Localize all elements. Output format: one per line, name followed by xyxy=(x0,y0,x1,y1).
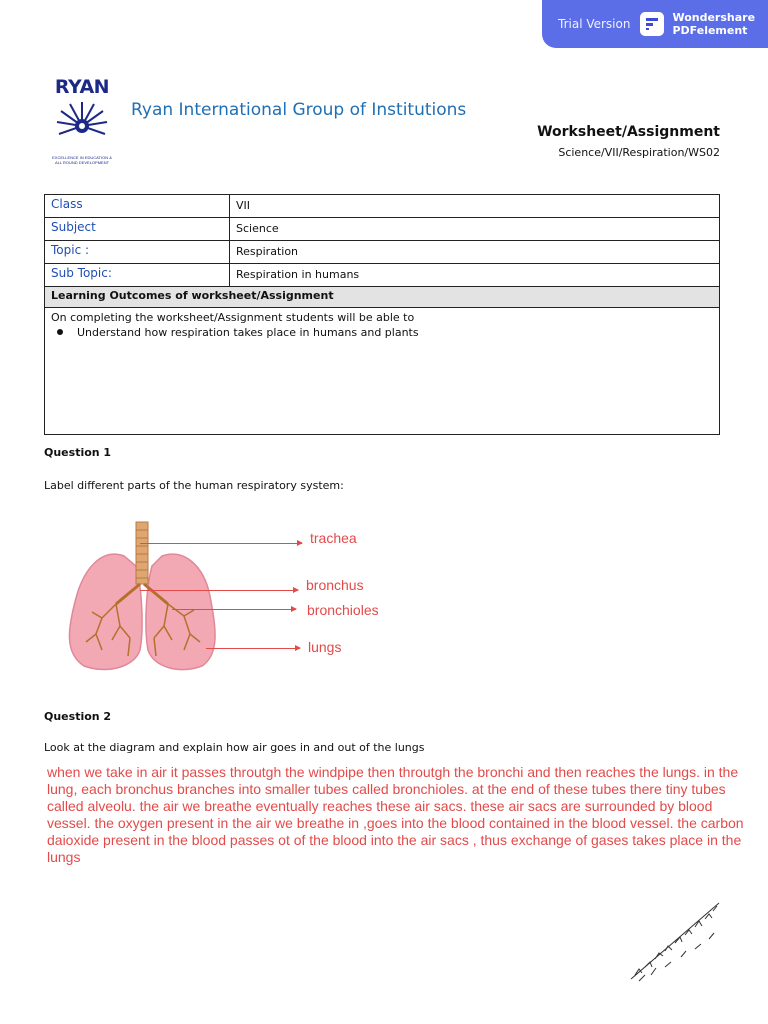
institution-name: Ryan International Group of Institutions xyxy=(131,100,467,120)
trial-version-label: Trial Version xyxy=(558,17,631,31)
lungs-diagram xyxy=(44,508,294,678)
question2-answer: when we take in air it passes throutgh the windpipe then throutgh the bronchi and then reaches the lungs. in the lung, each bronchus branches into smaller tubes called bronchioles. at the end of these tubes there tiny tubes called alveolu. the air we breathe eventually reaches these air sacs. these air sacs are surrounded by blood vessel. the oxygen present in the air we breathe in ,goes into the blood contained in the blood vessel. the carbon daioxide present in the blood passes ot of the blood into the air sacs , thus exchange of gases takes place in the lungs xyxy=(47,764,744,865)
outcomes-heading: Learning Outcomes of worksheet/Assignment xyxy=(45,287,720,308)
bullet-icon xyxy=(57,329,63,335)
question1-heading: Question 1 xyxy=(44,446,112,459)
handwriting-scribble-icon xyxy=(625,895,735,985)
table-row xyxy=(45,264,720,287)
row-label: Topic : xyxy=(45,241,230,264)
lungs-arrow xyxy=(206,648,300,649)
table-row xyxy=(45,241,720,264)
outcomes-heading-row xyxy=(45,287,720,308)
row-value: Respiration xyxy=(230,241,720,264)
row-label: Class xyxy=(45,195,230,218)
bronchus-arrow xyxy=(140,590,298,591)
question2-heading: Question 2 xyxy=(44,710,112,723)
label-bronchioles: bronchioles xyxy=(307,602,379,618)
brand-name: Wondershare PDFelement xyxy=(672,11,756,37)
table-row xyxy=(45,195,720,218)
bronchioles-arrow xyxy=(172,609,296,610)
table-row xyxy=(45,218,720,241)
logo-word: RYAN xyxy=(54,76,110,98)
question2-prompt: Look at the diagram and explain how air goes in and out of the lungs xyxy=(44,741,425,754)
row-value: VII xyxy=(230,195,720,218)
info-table xyxy=(44,194,720,435)
outcomes-row xyxy=(45,308,720,435)
row-label: Sub Topic: xyxy=(45,264,230,287)
outcome-item xyxy=(51,325,713,340)
outcome-text: Understand how respiration takes place in humans and plants xyxy=(77,326,419,339)
label-trachea: trachea xyxy=(310,530,357,546)
logo-tagline: EXCELLENCE IN EDUCATION & ALL ROUND DEVELOPMENT xyxy=(52,155,112,165)
label-lungs: lungs xyxy=(308,639,342,655)
trial-banner[interactable] xyxy=(542,0,768,48)
sunburst-emblem-icon xyxy=(50,98,114,150)
row-value: Respiration in humans xyxy=(230,264,720,287)
label-bronchus: bronchus xyxy=(306,577,364,593)
outcomes-intro: On completing the worksheet/Assignment students will be able to xyxy=(51,311,415,324)
school-logo xyxy=(50,76,114,165)
row-value: Science xyxy=(230,218,720,241)
document-type: Worksheet/Assignment xyxy=(537,124,720,140)
trachea-arrow xyxy=(140,543,302,544)
question1-prompt: Label different parts of the human respiratory system: xyxy=(44,479,344,492)
row-label: Subject xyxy=(45,218,230,241)
outcomes-cell xyxy=(45,308,720,435)
document-code: Science/VII/Respiration/WS02 xyxy=(558,146,720,159)
pdfelement-logo-icon xyxy=(640,12,664,36)
